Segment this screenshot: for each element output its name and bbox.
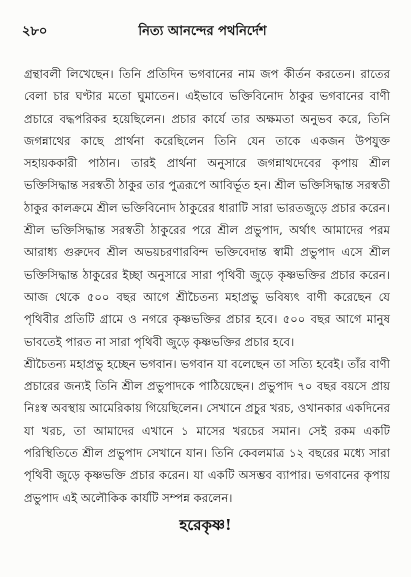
running-title: নিত্য আনন্দের পথনির্দেশ bbox=[138, 24, 267, 39]
paragraph-2: শ্রীচৈতন্য মহাপ্রভু হচ্ছেন ভগবান। ভগবান যা বলেছেন তা সত্যি হবেই। তাঁর বাণী প্রচারের জন্যই তিনি শ্রীল প্রভুপাদকে পাঠিয়েছেন। প্রভুপাদ ৭০ বছর বয়সে প্রায় নিঃস্ব অবস্থায় আমেরিকায় গিয়েছিলেন। সেখানে প্রচুর খরচ, ওখানকার একদিনের যা খরচ, তা আমাদের এখানে ১ মাসের খরচের সমান। সেই রকম একটি পরিস্থিতিতে শ্রীল প্রভুপাদ সেখানে যান। তিনি কেবলমাত্র ১২ বছরের মধ্যে সারা পৃথিবী জুড়ে কৃষ্ণভক্তি প্রচার করেন। যা একটি অসম্ভব ব্যাপার। ভগবানের কৃপায় প্রভুপাদ এই অলৌকিক কার্যটি সম্পন্ন করলেন। bbox=[24, 356, 390, 505]
running-header bbox=[22, 22, 383, 42]
closing-salutation: হরেকৃষ্ণ! bbox=[179, 516, 232, 534]
body-text bbox=[24, 63, 390, 509]
page-number: ২৮০ bbox=[22, 24, 48, 39]
paragraph-1: গ্রন্থাবলী লিখেছেন। তিনি প্রতিদিন ভগবানের নাম জপ কীর্তন করতেন। রাতের বেলা চার ঘণ্টার মতো ঘুমাতেন। এইভাবে ভক্তিবিনোদ ঠাকুর ভগবানের বাণী প্রচারে বদ্ধপরিকর হয়েছিলেন। প্রচার কার্যে তার অক্ষমতা অনুভব করে, তিনি জগন্নাথের কাছে প্রার্থনা করেছিলেন তিনি যেন তাকে একজন উপযুক্ত সহায়ককারী পাঠান। তারই প্রার্থনা অনুসারে জগন্নাথদেবের কৃপায় শ্রীল ভক্তিসিদ্ধান্ত সরস্বতী ঠাকুর তার পুত্ররূপে আবির্ভূত হন। শ্রীল ভক্তিসিদ্ধান্ত সরস্বতী ঠাকুর কালক্রমে শ্রীল ভক্তিবিনোদ ঠাকুরের ধারাটি সারা ভারতজুড়ে প্রচার করেন। শ্রীল ভক্তিসিদ্ধান্ত সরস্বতী ঠাকুরের পরে শ্রীল প্রভুপাদ, অর্থাৎ আমাদের পরম আরাধ্য গুরুদেব শ্রীল অভয়চরণারবিন্দ ভক্তিবেদান্ত স্বামী প্রভুপাদ এসে শ্রীল ভক্তিসিদ্ধান্ত ঠাকুরের ইচ্ছা অনুসারে সারা পৃথিবী জুড়ে কৃষ্ণভক্তির প্রচার করেন। আজ থেকে ৫০০ বছর আগে শ্রীচৈতন্য মহাপ্রভু ভবিষ্যৎ বাণী করেছেন যে পৃথিবীর প্রতিটি গ্রামে ও নগরে কৃষ্ণভক্তির প্রচার হবে। ৫০০ বছর আগে মানুষ ভাবতেই পারত না সারা পৃথিবী জুড়ে কৃষ্ণভক্তির প্রচার হবে। bbox=[24, 67, 390, 349]
